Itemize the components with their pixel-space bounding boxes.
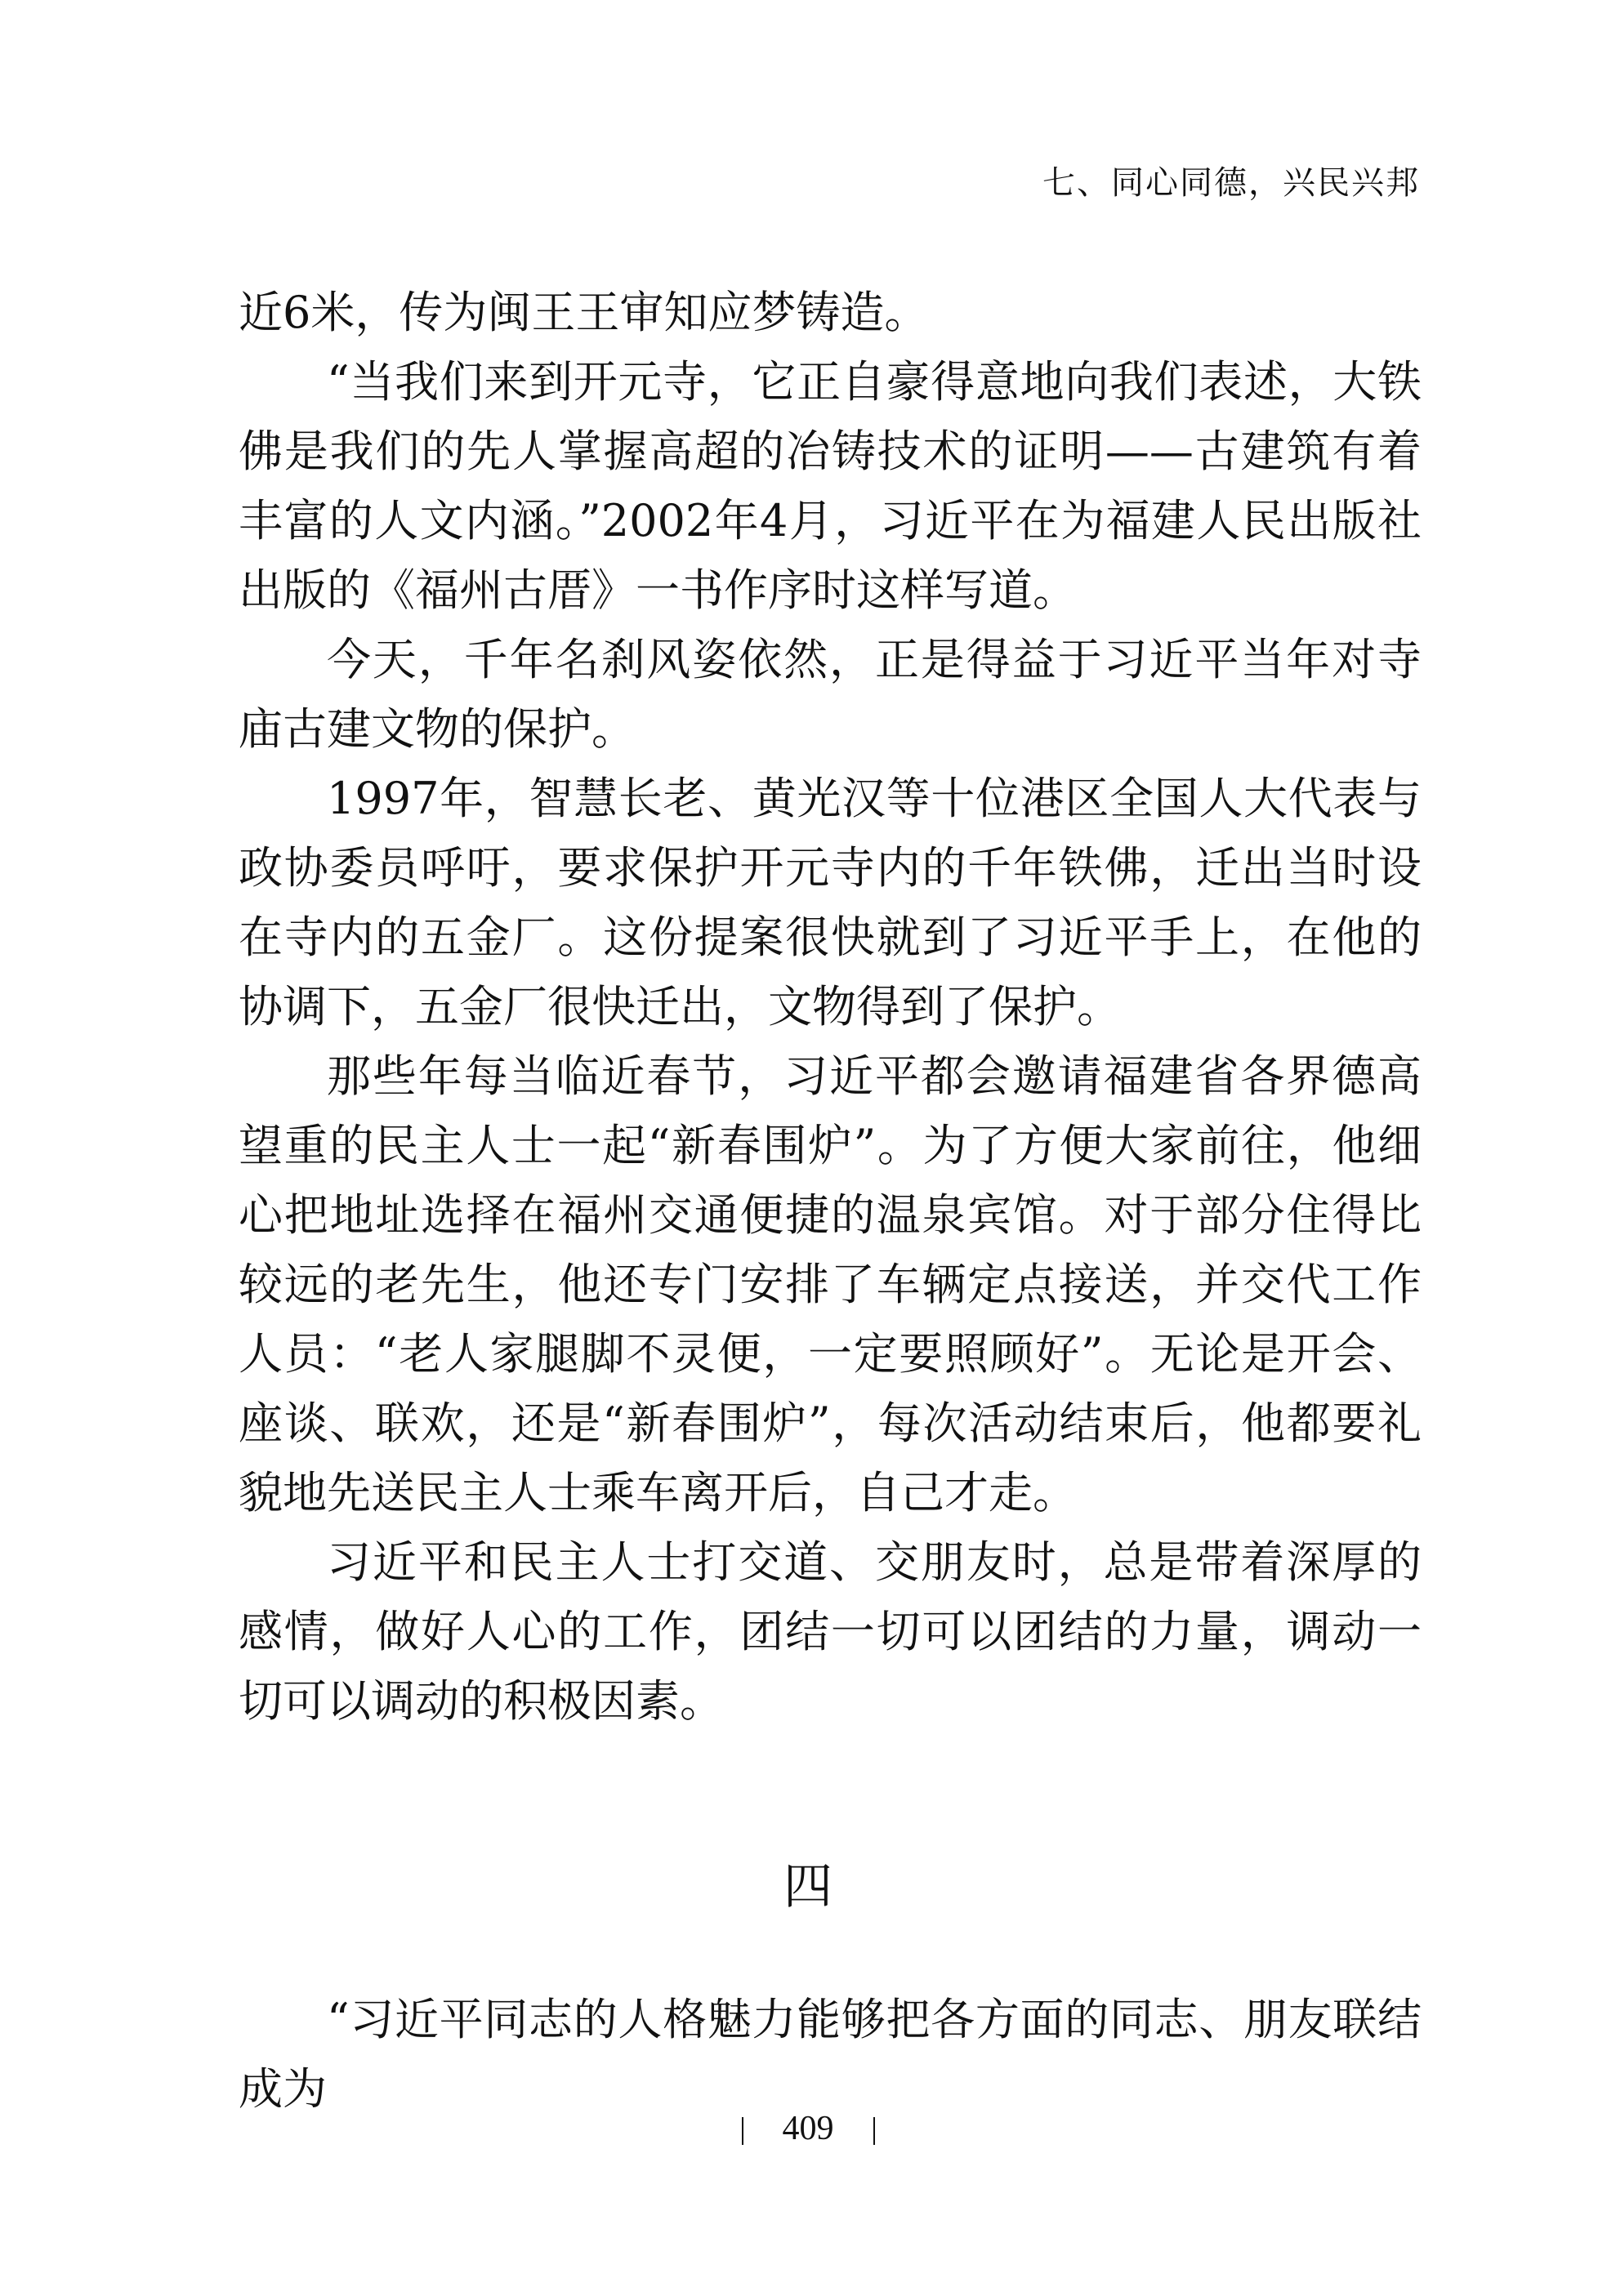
paragraph: “习近平同志的人格魅力能够把各方面的同志、朋友联结成为: [239, 1994, 1422, 2115]
paragraph: 那些年每当临近春节，习近平都会邀请福建省各界德高望重的民主人士一起“新春围炉”。为了方便大家前往，他细心把地址选择在福州交通便捷的温泉宾馆。对于部分住得比较远的老先生，他还专门安排了车辆定点接送，并交代工作人员：“老人家腿脚不灵便，一定要照顾好”。无论是开会、座谈、联欢，还是“新春围炉”，每次活动结束后，他都要礼貌地先送民主人士乘车离开后，自己才走。: [239, 1050, 1422, 1518]
paragraph: “当我们来到开元寺，它正自豪得意地向我们表述，大铁佛是我们的先人掌握高超的冶铸技术的证明——古建筑有着丰富的人文内涵。”2002年4月，习近平在为福建人民出版社出版的《福州古厝》一书作序时这样写道。: [239, 356, 1422, 616]
page-footer: [0, 2106, 1616, 2151]
paragraph: 1997年，智慧长老、黄光汉等十位港区全国人大代表与政协委员呼吁，要求保护开元寺内的千年铁佛，迁出当时设在寺内的五金厂。这份提案很快就到了习近平手上，在他的协调下，五金厂很快迁出，文物得到了保护。: [239, 773, 1422, 1032]
footer-divider-right: [873, 2117, 875, 2145]
paragraph-continuation: 近6米，传为闽王王审知应梦铸造。: [239, 287, 929, 338]
body-text: [239, 278, 1422, 1736]
running-header: 七、同心同德，兴民兴邦: [1042, 164, 1420, 202]
page-number: 409: [782, 2110, 834, 2147]
section-body: [239, 1985, 1422, 2124]
footer-divider-left: [742, 2117, 743, 2145]
paragraph: 今天，千年名刹风姿依然，正是得益于习近平当年对寺庙古建文物的保护。: [239, 634, 1422, 755]
section-heading: 四: [783, 1858, 833, 1915]
paragraph: 习近平和民主人士打交道、交朋友时，总是带着深厚的感情，做好人心的工作，团结一切可以团结的力量，调动一切可以调动的积极因素。: [239, 1536, 1422, 1727]
